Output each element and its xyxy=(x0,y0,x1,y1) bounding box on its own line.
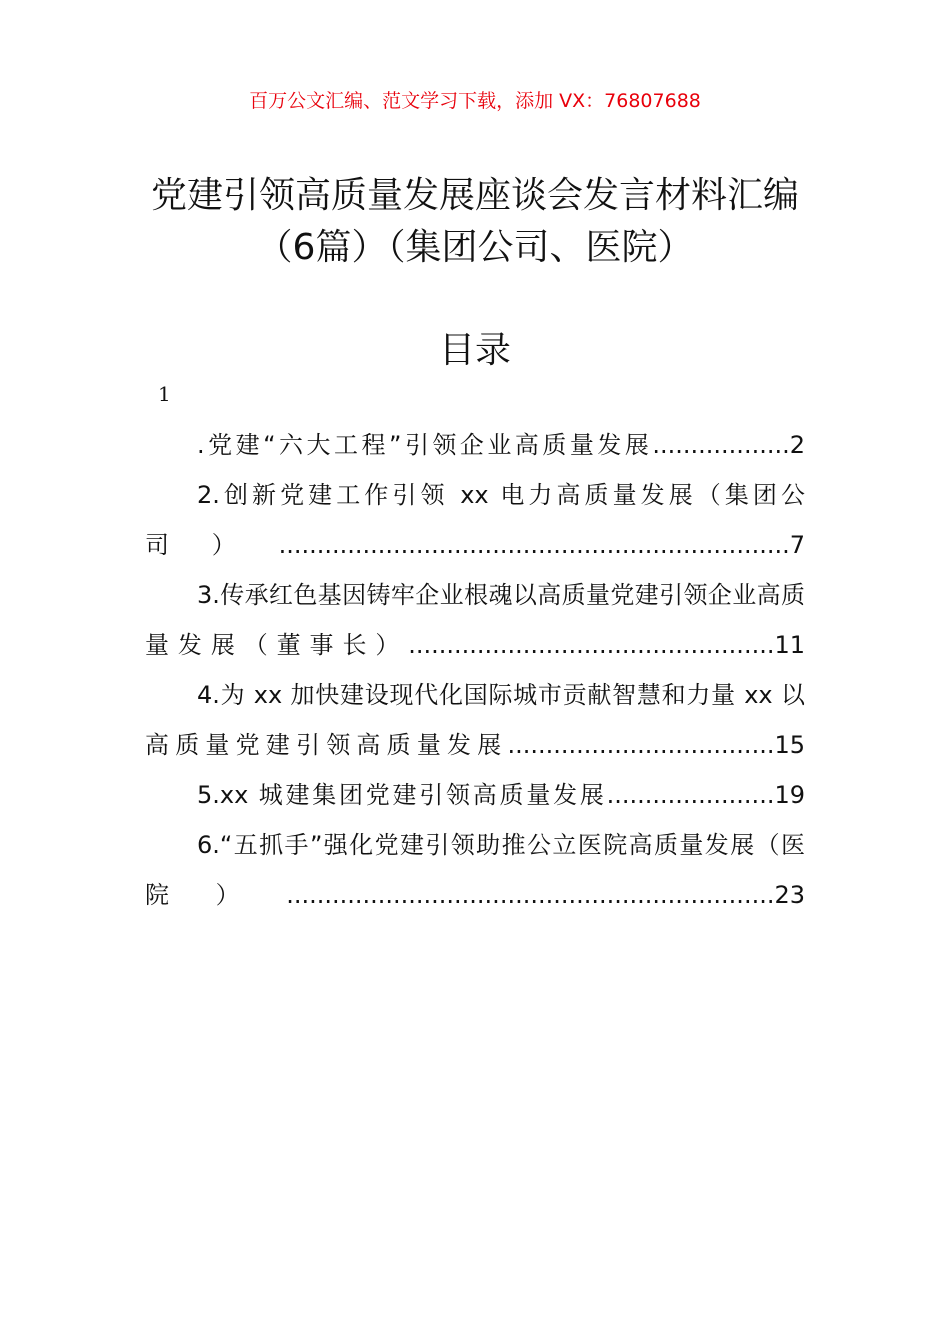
toc-page-number: 19 xyxy=(774,781,805,809)
document-title-line-1: 党建引领高质量发展座谈会发言材料汇编 xyxy=(150,175,799,216)
toc-page-number: 15 xyxy=(774,731,805,759)
toc-leader-dots: ................................... xyxy=(507,731,775,759)
toc-leader-dots: ................................................................ xyxy=(286,881,775,909)
toc-leader-dots: ...................... xyxy=(606,781,775,809)
toc-entry-3[interactable] xyxy=(145,570,805,670)
toc-page-number: 23 xyxy=(774,881,805,909)
table-of-contents xyxy=(145,420,805,920)
toc-entry-5[interactable] xyxy=(145,770,805,820)
document-title xyxy=(60,170,890,274)
toc-entry-text: 4.为 xx 加快建设现代化国际城市贡献智慧和力量 xx 以高质量党建引领高质量发展 xyxy=(145,681,805,759)
toc-page-number: 2 xyxy=(789,431,805,459)
toc-page-number: 7 xyxy=(789,531,805,559)
toc-heading: 目录 xyxy=(438,330,511,371)
toc-entry-text: 3.传承红色基因铸牢企业根魂以高质量党建引领企业高质量发展（董事长） xyxy=(145,581,805,659)
toc-entry-4[interactable] xyxy=(145,670,805,770)
document-title-line-2: （6篇）（集团公司、医院） xyxy=(256,227,694,268)
toc-leader-dots: ................................................................... xyxy=(278,531,790,559)
toc-entry-text: 5.xx 城建集团党建引领高质量发展 xyxy=(197,781,607,809)
toc-entry-text: .党建“六大工程”引领企业高质量发展 xyxy=(197,431,653,459)
page-number-marker: 1 xyxy=(158,382,171,406)
toc-entry-6[interactable] xyxy=(145,820,805,920)
header-promo-note: 百万公文汇编、范文学习下载，添加 VX：76807688 xyxy=(249,90,701,112)
toc-leader-dots: ................................................ xyxy=(408,631,775,659)
toc-entry-2[interactable] xyxy=(145,470,805,570)
toc-entry-1[interactable] xyxy=(145,420,805,470)
toc-entry-text: 6.“五抓手”强化党建引领助推公立医院高质量发展（医院） xyxy=(145,831,805,909)
toc-page-number: 11 xyxy=(774,631,805,659)
toc-entry-text: 2.创新党建工作引领 xx 电力高质量发展（集团公司） xyxy=(145,481,805,559)
toc-leader-dots: .................. xyxy=(652,431,790,459)
